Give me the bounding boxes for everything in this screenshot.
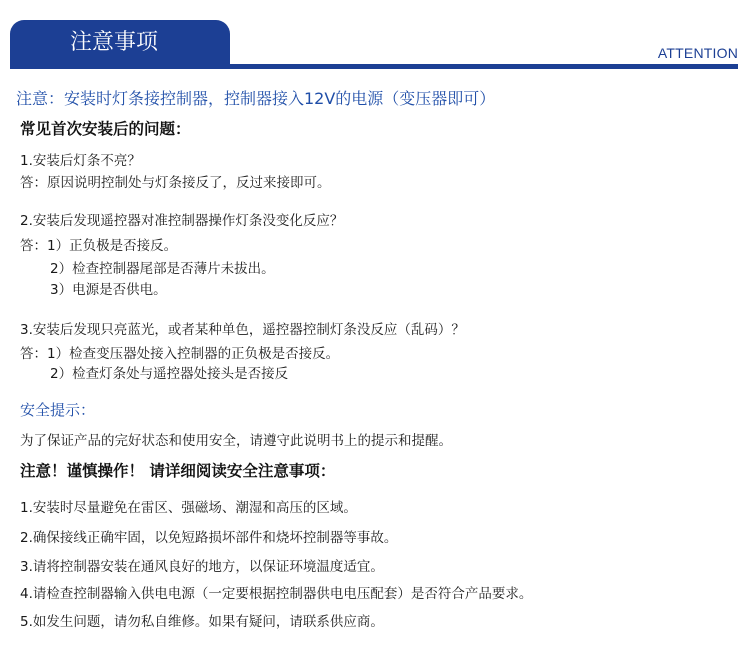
safety-item-2: 2.确保接线正确牢固，以免短路损坏部件和烧坏控制器等事故。 — [20, 530, 398, 546]
faq-answer-2-1: 答：1）正负极是否接反。 — [20, 238, 178, 254]
faq-question-3: 3.安装后发现只亮蓝光，或者某种单色，遥控器控制灯条没反应（乱码）？ — [20, 322, 465, 338]
faq-answer-2-2: 2）检查控制器尾部是否薄片未拔出。 — [50, 261, 275, 277]
faq-answer-1: 答：原因说明控制处与灯条接反了，反过来接即可。 — [20, 175, 331, 191]
safety-intro: 为了保证产品的完好状态和使用安全，请遵守此说明书上的提示和提醒。 — [20, 433, 452, 449]
safety-item-3: 3.请将控制器安装在通风良好的地方，以保证环境温度适宜。 — [20, 559, 384, 575]
safety-item-4: 4.请检查控制器输入供电电源（一定要根据控制器供电电压配套）是否符合产品要求。 — [20, 586, 533, 602]
header-divider — [10, 64, 738, 69]
faq-heading: 常见首次安装后的问题： — [20, 119, 191, 138]
faq-answer-3-1: 答：1）检查变压器处接入控制器的正负极是否接反。 — [20, 346, 340, 362]
section-title-tab: 注意事项 — [10, 20, 230, 66]
faq-answer-3-2: 2）检查灯条处与遥控器处接头是否接反 — [50, 366, 289, 382]
attention-label: ATTENTION — [657, 45, 738, 61]
install-notice: 注意：安装时灯条接控制器，控制器接入12V的电源（变压器即可） — [16, 89, 496, 108]
faq-question-1: 1.安装后灯条不亮？ — [20, 153, 141, 169]
safety-item-1: 1.安装时尽量避免在雷区、强磁场、潮湿和高压的区域。 — [20, 500, 357, 516]
faq-question-2: 2.安装后发现遥控器对准控制器操作灯条没变化反应？ — [20, 213, 344, 229]
safety-item-5: 5.如发生问题，请勿私自维修。如果有疑问，请联系供应商。 — [20, 614, 384, 630]
faq-answer-2-3: 3）电源是否供电。 — [50, 282, 167, 298]
safety-title: 安全提示： — [20, 401, 96, 419]
safety-warning: 注意！谨慎操作！ 请详细阅读安全注意事项： — [20, 461, 336, 480]
